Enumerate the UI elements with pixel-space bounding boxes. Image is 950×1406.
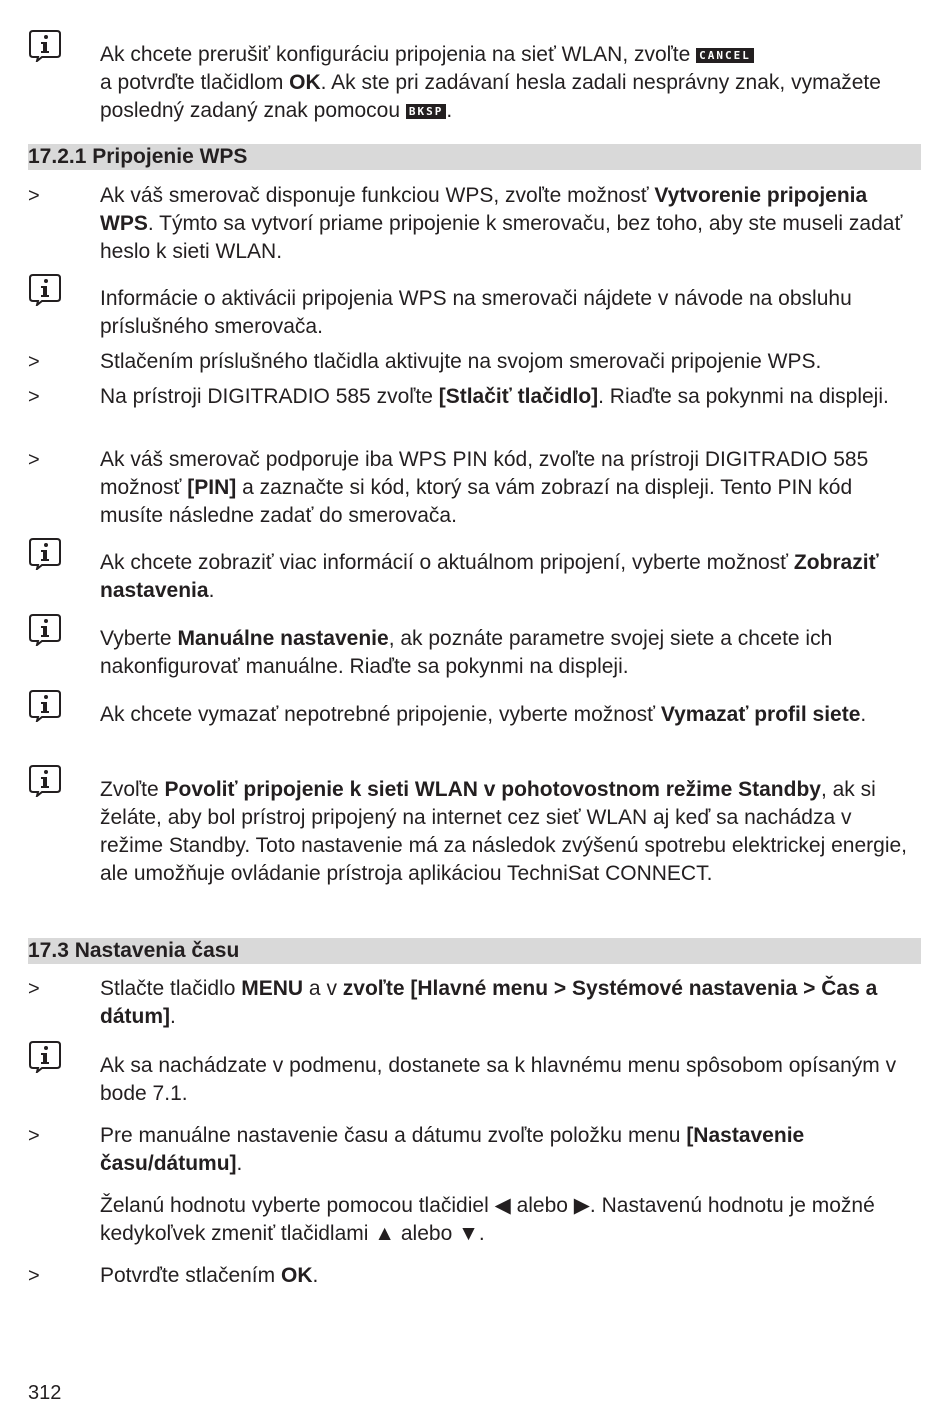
step-create-wps: Ak váš smerovač disponuje funkciou WPS, zvoľte možnosť Vytvorenie pripojenia WPS. Týmto sa vytvorí priame pripojenie k smerovaču, bez toho, aby ste museli zadať heslo k sieti WLAN. [100, 184, 903, 263]
step-marker: > [28, 1125, 40, 1147]
note-cancel-wlan: Ak chcete prerušiť konfiguráciu pripojenia na sieť WLAN, zvoľte CANCEL a potvrďte tlačidlom OK. Ak ste pri zadávaní hesla zadali nesprávny znak, vymažete posledný zadaný znak pomocou BKSP . [100, 43, 881, 122]
step-manual-time: Pre manuálne nastavenie času a dátumu zvoľte položku menu [Nastavenie času/dátumu]. [100, 1124, 805, 1175]
step-press-button: Na prístroji DIGITRADIO 585 zvoľte [Stlačiť tlačidlo]. Riaďte sa pokynmi na displeji. [100, 385, 889, 408]
info-icon [28, 763, 62, 797]
step-marker: > [28, 1265, 40, 1287]
info-icon [28, 688, 62, 722]
info-icon [28, 1039, 62, 1073]
note-submenu: Ak sa nachádzate v podmenu, dostanete sa k hlavnému menu spôsobom opísaným v bode 7.1. [100, 1054, 897, 1105]
step-marker: > [28, 185, 40, 207]
step-confirm-ok: Potvrďte stlačením OK. [100, 1264, 319, 1287]
page-number: 312 [28, 1382, 62, 1404]
step-marker: > [28, 351, 40, 373]
cancel-key-icon: CANCEL [696, 48, 754, 63]
note-delete-profile: Ak chcete vymazať nepotrebné pripojenie, vyberte možnosť Vymazať profil siete. [100, 703, 867, 726]
info-icon [28, 272, 62, 306]
step-marker: > [28, 978, 40, 1000]
step-marker: > [28, 386, 40, 408]
section-heading-time: 17.3 Nastavenia času [28, 938, 921, 964]
info-icon [28, 612, 62, 646]
step-marker: > [28, 449, 40, 471]
info-icon [28, 28, 62, 62]
step-wps-pin: Ak váš smerovač podporuje iba WPS PIN kód, zvoľte na prístroji DIGITRADIO 585 možnosť [PIN] a zaznačte si kód, ktorý sa vám zobrazí na displeji. Tento PIN kód musíte následne zadať do smerovača. [100, 448, 869, 527]
info-icon [28, 536, 62, 570]
note-standby-wlan: Zvoľte Povoliť pripojenie k sieti WLAN v pohotovostnom režime Standby, ak si želáte, aby bol prístroj pripojený na internet cez sieť WLAN aj keď sa nachádza v režime Standby. Toto nastavenie má za následok zvýšenú spotrebu elektrickej energie, ale umožňuje ovládanie prístroja aplikáciou TechniSat CONNECT. [100, 778, 908, 885]
section-heading-wps: 17.2.1 Pripojenie WPS [28, 144, 921, 170]
note-wps-router-manual: Informácie o aktivácii pripojenia WPS na smerovači nájdete v návode na obsluhu príslušného smerovača. [100, 287, 852, 338]
note-show-settings: Ak chcete zobraziť viac informácií o aktuálnom pripojení, vyberte možnosť Zobraziť nastavenia. [100, 551, 879, 602]
paragraph-select-value: Želanú hodnotu vyberte pomocou tlačidiel ◀ alebo ▶. Nastavenú hodnotu je možné kedykoľvek zmeniť tlačidlami ▲ alebo ▼. [100, 1194, 875, 1245]
note-manual-setup: Vyberte Manuálne nastavenie, ak poznáte parametre svojej siete a chcete ich nakonfigurovať manuálne. Riaďte sa pokynmi na displeji. [100, 627, 833, 678]
step-activate-wps: Stlačením príslušného tlačidla aktivujte na svojom smerovači pripojenie WPS. [100, 350, 822, 373]
backspace-key-icon: BKSP [406, 104, 447, 119]
step-open-time-menu: Stlačte tlačidlo MENU a v zvoľte [Hlavné menu > Systémové nastavenia > Čas a dátum]. [100, 977, 878, 1028]
